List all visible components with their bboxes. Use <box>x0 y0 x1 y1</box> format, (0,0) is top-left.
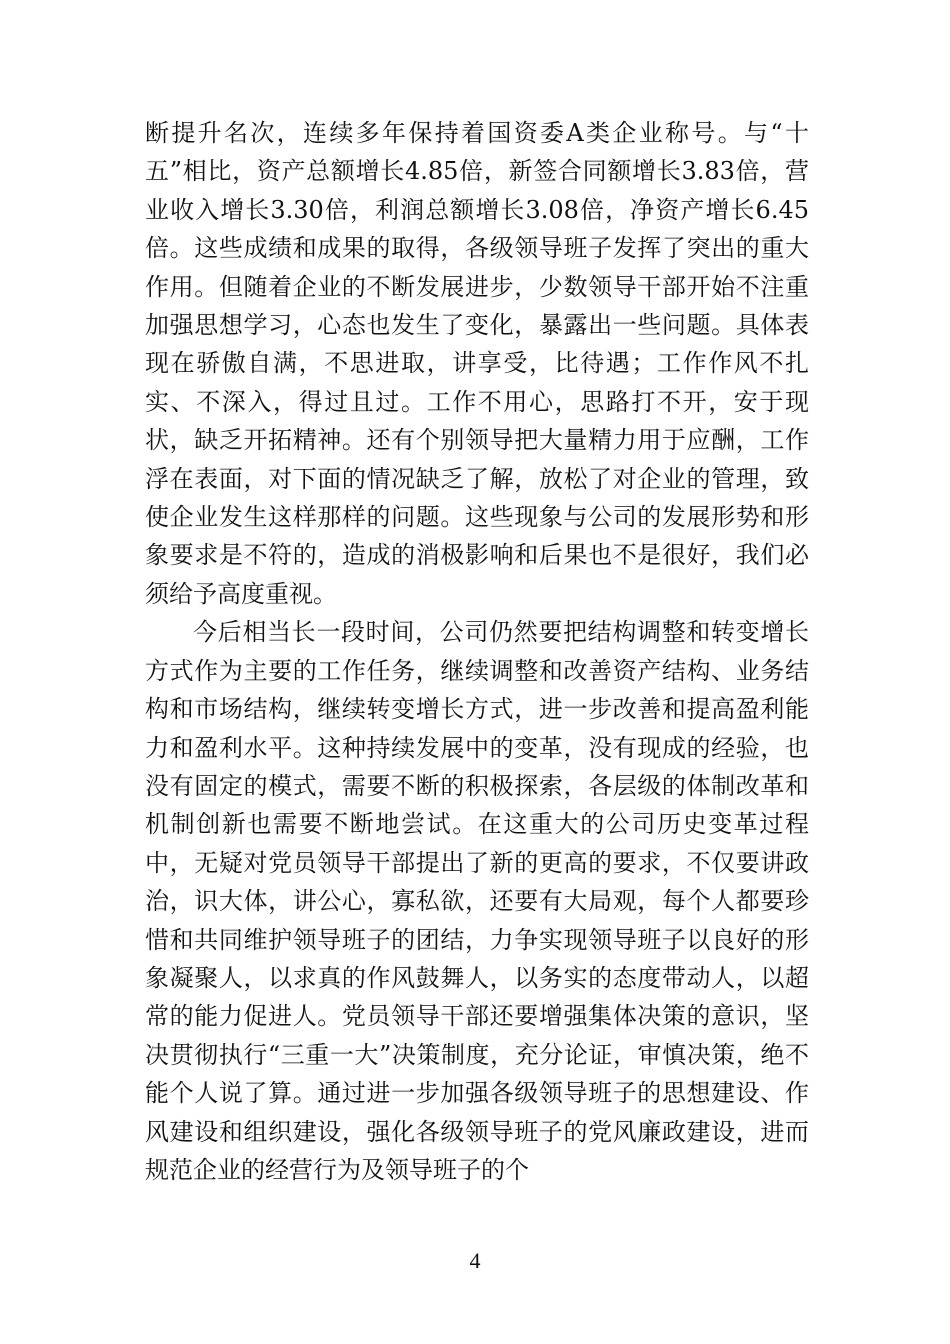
paragraph-1: 断提升名次，连续多年保持着国资委A类企业称号。与“十五”相比，资产总额增长4.85倍，新签合同额增长3.83倍，营业收入增长3.30倍，利润总额增长3.08倍，净资产增长6.45倍。这些成绩和成果的取得，各级领导班子发挥了突出的重大作用。但随着企业的不断发展进步，少数领导干部开始不注重加强思想学习，心态也发生了变化，暴露出一些问题。具体表现在骄傲自满，不思进取，讲享受，比待遇；工作作风不扎实、不深入，得过且过。工作不用心，思路打不开，安于现状，缺乏开拓精神。还有个别领导把大量精力用于应酬，工作浮在表面，对下面的情况缺乏了解，放松了对企业的管理，致使企业发生这样那样的问题。这些现象与公司的发展形势和形象要求是不符的，造成的消极影响和后果也不是很好，我们必须给予高度重视。 <box>145 119 809 608</box>
page-number: 4 <box>469 1248 481 1273</box>
paragraph-2: 今后相当长一段时间，公司仍然要把结构调整和转变增长方式作为主要的工作任务，继续调整和改善资产结构、业务结构和市场结构，继续转变增长方式，进一步改善和提高盈利能力和盈利水平。这种持续发展中的变革，没有现成的经验，也没有固定的模式，需要不断的积极探索，各层级的体制改革和机制创新也需要不断地尝试。在这重大的公司历史变革过程中，无疑对党员领导干部提出了新的更高的要求，不仅要讲政治，识大体，讲公心，寡私欲，还要有大局观，每个人都要珍惜和共同维护领导班子的团结，力争实现领导班子以良好的形象凝聚人，以求真的作风鼓舞人，以务实的态度带动人，以超常的能力促进人。党员领导干部还要增强集体决策的意识，坚决贯彻执行“三重一大”决策制度，充分论证，审慎决策，绝不能个人说了算。通过进一步加强各级领导班子的思想建设、作风建设和组织建设，强化各级领导班子的党风廉政建设，进而规范企业的经营行为及领导班子的个 <box>145 618 809 1184</box>
body-text <box>145 114 809 1189</box>
